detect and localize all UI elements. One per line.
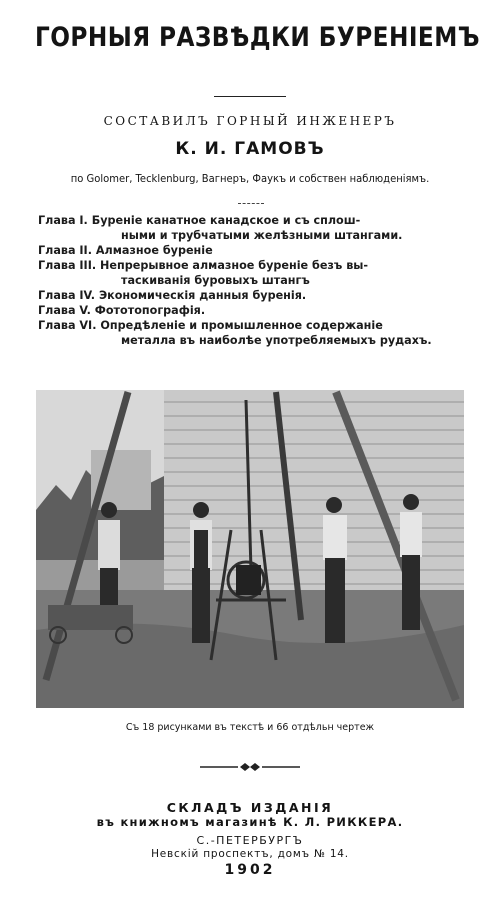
publisher-warehouse: СКЛАДЪ ИЗДАНІЯ bbox=[166, 800, 334, 815]
chapter-label: Глава IV. bbox=[38, 289, 96, 302]
chapter-2 bbox=[38, 243, 478, 258]
photo-illustration bbox=[36, 390, 464, 708]
publisher-shop: въ книжномъ магазинѣ К. Л. РИККЕРА. bbox=[96, 815, 404, 829]
photo-caption: Съ 18 рисунками въ текстѣ и 66 отдѣльн чертеж bbox=[125, 722, 375, 733]
chapter-1 bbox=[38, 213, 478, 228]
chapter-label: Глава II. bbox=[38, 244, 92, 257]
publisher-city: С.-ПЕТЕРБУРГЪ bbox=[196, 834, 304, 847]
chapter-label: Глава III. bbox=[38, 259, 97, 272]
chapter-1-continuation: ными и трубчатыми желѣзными штангами. bbox=[121, 229, 403, 242]
chapter-label: Глава VI. bbox=[38, 319, 97, 332]
author-name: К. И. ГАМОВЪ bbox=[175, 139, 325, 159]
chapter-5 bbox=[38, 303, 478, 318]
chapter-3-continuation: таскиванія буровыхъ штангъ bbox=[121, 274, 310, 287]
chapter-title: Алмазное буреніе bbox=[95, 244, 213, 257]
decorative-ornament bbox=[200, 762, 300, 772]
title-rule bbox=[214, 96, 286, 97]
drilling-rig-photograph bbox=[36, 390, 464, 708]
book-title: ГОРНЫЯ РАЗВѢДКИ БУРЕНІЕМЪ bbox=[35, 22, 480, 53]
chapter-4 bbox=[38, 288, 478, 303]
chapter-title: Фототопографія. bbox=[94, 304, 206, 317]
chapter-title: Буреніе канатное канадское и съ сплош- bbox=[91, 214, 361, 227]
publisher-address: Невскій проспектъ, домъ № 14. bbox=[151, 848, 349, 860]
sources-line: по Golomer, Tecklenburg, Вагнеръ, Фаукъ и собствен наблюденіямъ. bbox=[70, 173, 430, 185]
chapter-6-continuation: металла въ наиболѣе употребляемыхъ рудахъ. bbox=[121, 334, 432, 347]
chapter-title: Экономическія данныя буренія. bbox=[98, 289, 307, 302]
publication-year: 1902 bbox=[224, 862, 276, 878]
table-of-contents bbox=[38, 213, 478, 348]
section-divider bbox=[238, 203, 264, 204]
chapter-title: Опредѣленіе и промышленное содержаніе bbox=[100, 319, 383, 332]
chapter-label: Глава V. bbox=[38, 304, 91, 317]
chapter-3 bbox=[38, 258, 478, 273]
chapter-title: Непрерывное алмазное буреніе безъ вы- bbox=[100, 259, 369, 272]
chapter-6 bbox=[38, 318, 478, 333]
chapter-label: Глава I. bbox=[38, 214, 88, 227]
compiled-by-line: СОСТАВИЛЪ ГОРНЫЙ ИНЖЕНЕРЪ bbox=[103, 114, 397, 128]
